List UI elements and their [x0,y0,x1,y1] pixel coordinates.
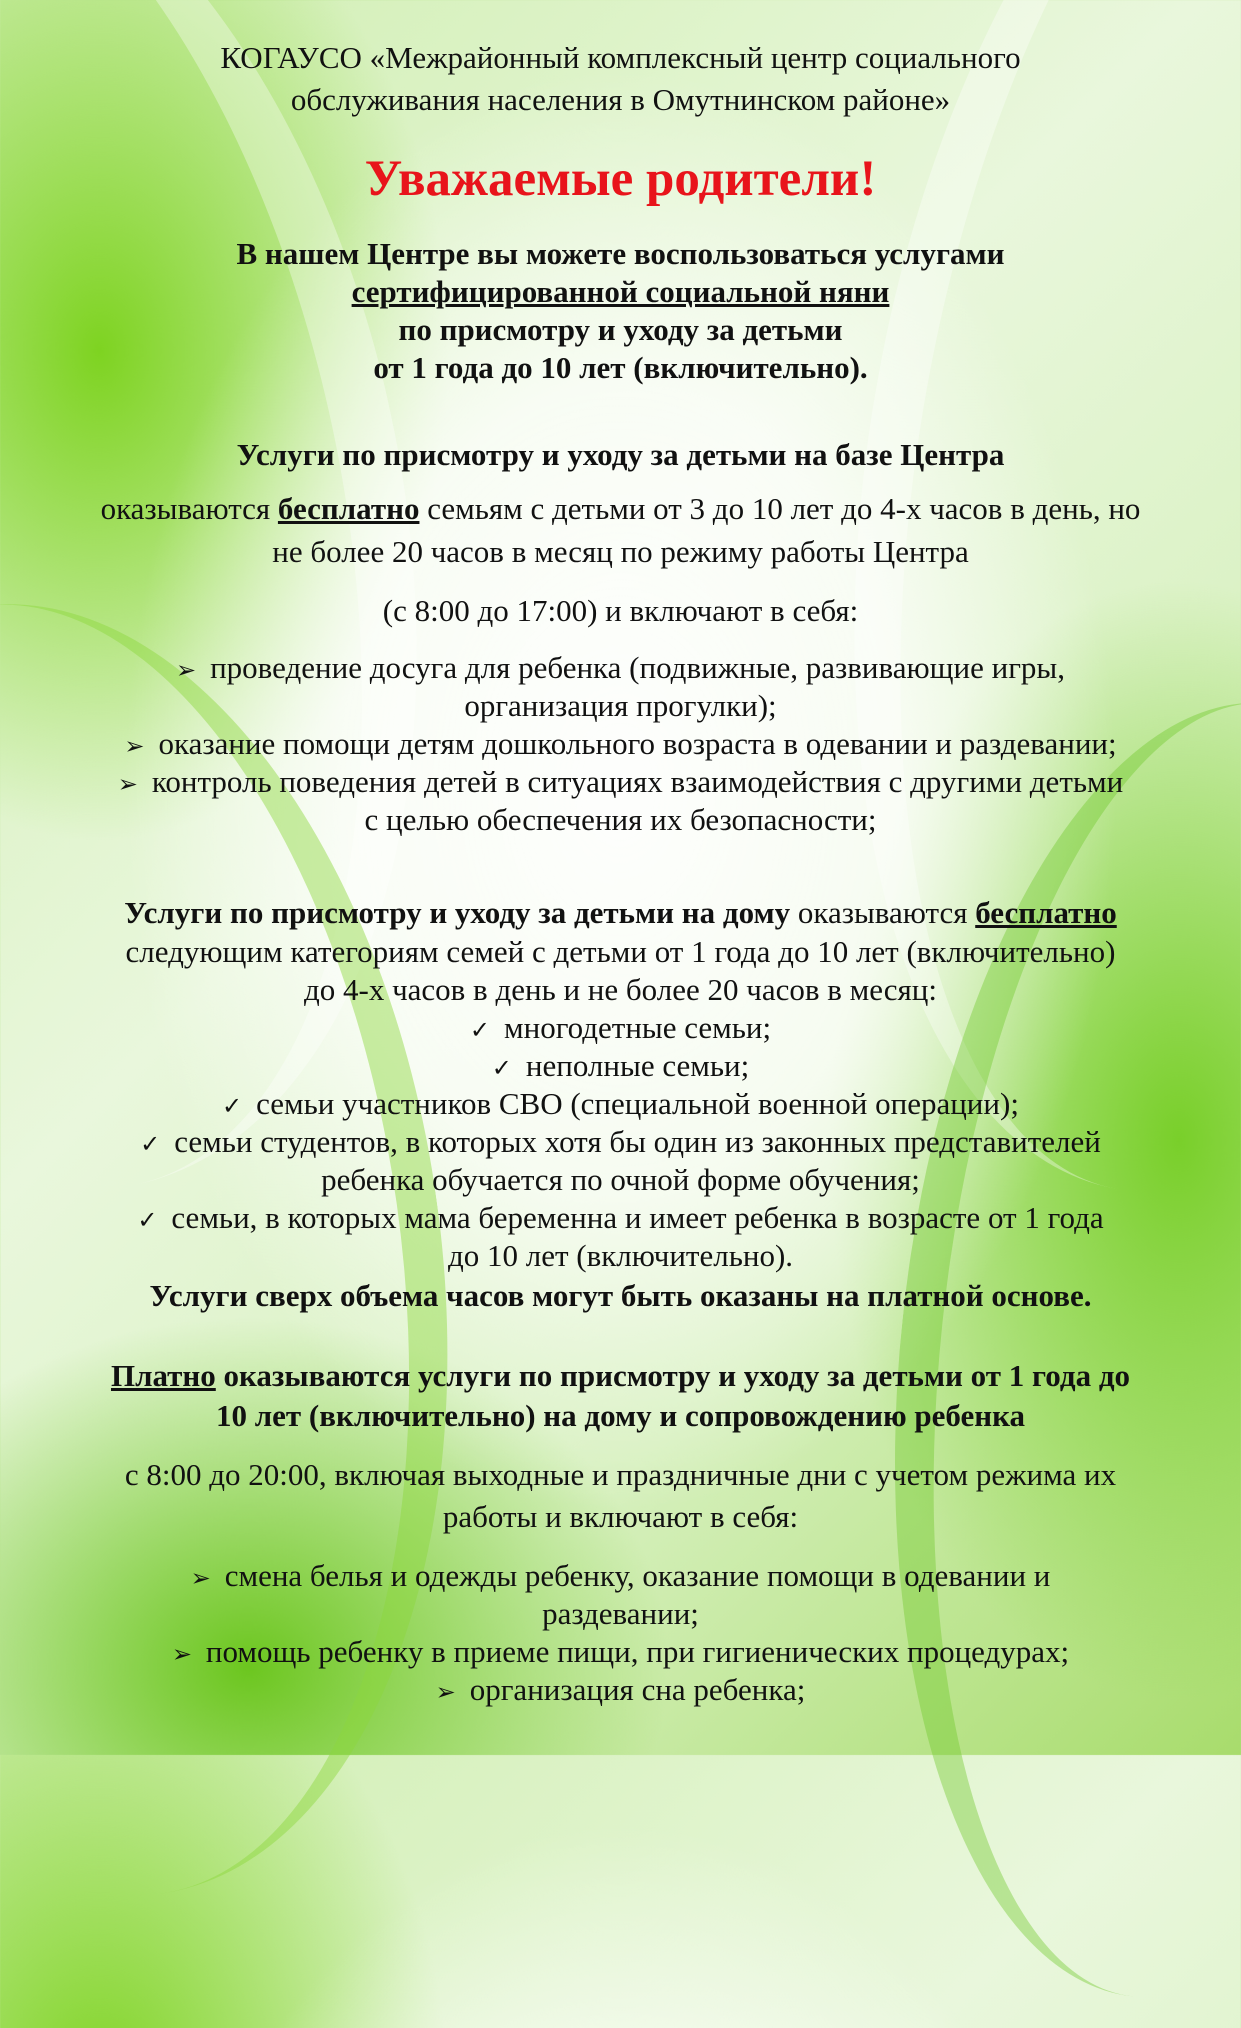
center-section-text1 [0,491,1241,527]
org-name-line1: КОГАУСО «Межрайонный комплексный центр социального [220,40,1021,75]
arrow-bullet-icon: ➢ [435,1678,456,1706]
category-text: семьи, в которых мама беременна и имеет ребенка в возрасте от 1 года [171,1200,1104,1235]
category-item-continuation: до 10 лет (включительно). [447,1238,794,1273]
checkmark-icon: ✓ [222,1092,243,1120]
category-item [0,1010,1241,1048]
heading-text: оказываются услуги по присмотру и уходу за детьми от 1 года до [215,1358,1131,1393]
paid-section-text2: работы и включают в себя: [442,1499,799,1534]
list-item [0,650,1241,688]
list-item-text: организация сна ребенка; [469,1672,806,1707]
free-emphasis: бесплатно [277,491,420,526]
arrow-bullet-icon: ➢ [175,656,197,684]
text-fragment: оказываются [100,491,278,526]
category-item [0,1086,1241,1124]
intro-line4: от 1 года до 10 лет (включительно). [373,350,868,385]
list-item [0,1558,1241,1596]
home-section-text2: следующим категориям семей с детьми от 1 года до 10 лет (включительно) [125,934,1116,969]
list-item-text: помощь ребенку в приеме пищи, при гигиенических процедурах; [205,1634,1070,1669]
text-fragment: оказываются [790,895,976,930]
list-item-text: проведение досуга для ребенка (подвижные, развивающие игры, [210,650,1066,685]
arrow-bullet-icon: ➢ [124,732,145,760]
intro-line2: сертифицированной социальной няни [351,274,890,309]
category-text: семьи участников СВО (специальной военной операции); [256,1086,1019,1121]
page-title: Уважаемые родители! [364,151,877,207]
list-item-continuation: раздевании; [542,1596,699,1631]
category-item [0,1200,1241,1238]
paid-section-heading [0,1358,1241,1394]
list-item [0,764,1241,802]
center-section-text3: (с 8:00 до 17:00) и включают в себя: [382,593,859,628]
paid-section-heading-line2: 10 лет (включительно) на дому и сопровождению ребенка [216,1398,1025,1433]
list-item-continuation: с целью обеспечения их безопасности; [364,802,877,837]
list-item-text: смена белья и одежды ребенку, оказание помощи в одевании и [224,1558,1051,1593]
arrow-bullet-icon: ➢ [117,770,138,798]
extra-hours-note: Услуги сверх объема часов могут быть оказаны на платной основе. [149,1278,1092,1313]
checkmark-icon: ✓ [137,1206,158,1234]
list-item [0,726,1241,764]
intro-line1: В нашем Центре вы можете воспользоваться услугами [236,236,1005,271]
text-fragment: семьям с детьми от 3 до 10 лет до 4-х часов в день, но [419,491,1141,526]
checkmark-icon: ✓ [491,1054,512,1082]
list-item-text: контроль поведения детей в ситуациях взаимодействия с другими детьми [151,764,1124,799]
category-item [0,1048,1241,1086]
home-section-text3: до 4-х часов в день и не более 20 часов в месяц: [303,972,938,1007]
arrow-bullet-icon: ➢ [190,1564,211,1592]
heading-text: Услуги по присмотру и уходу за детьми на дому [124,895,791,930]
category-text: неполные семьи; [525,1048,750,1083]
checkmark-icon: ✓ [469,1016,490,1044]
category-item [0,1124,1241,1162]
intro-line3: по присмотру и уходу за детьми [398,312,843,347]
home-section-heading [0,895,1241,931]
list-item-continuation: организация прогулки); [464,688,777,723]
checkmark-icon: ✓ [140,1130,161,1158]
free-emphasis: бесплатно [975,895,1117,930]
list-item [0,1634,1241,1672]
center-section-heading: Услуги по присмотру и уходу за детьми на базе Центра [236,437,1005,472]
list-item-text: оказание помощи детям дошкольного возраста в одевании и раздевании; [158,726,1117,761]
category-text: семьи студентов, в которых хотя бы один из законных представителей [174,1124,1101,1159]
arrow-bullet-icon: ➢ [171,1640,192,1668]
category-item-continuation: ребенка обучается по очной форме обучения; [321,1162,920,1197]
category-text: многодетные семьи; [503,1010,772,1045]
paid-emphasis: Платно [110,1358,216,1393]
list-item [0,1672,1241,1710]
org-name-line2: обслуживания населения в Омутнинском районе» [290,82,951,117]
paid-section-text1: с 8:00 до 20:00, включая выходные и праздничные дни с учетом режима их [124,1457,1117,1492]
center-section-text2: не более 20 часов в месяц по режиму работы Центра [272,534,969,569]
